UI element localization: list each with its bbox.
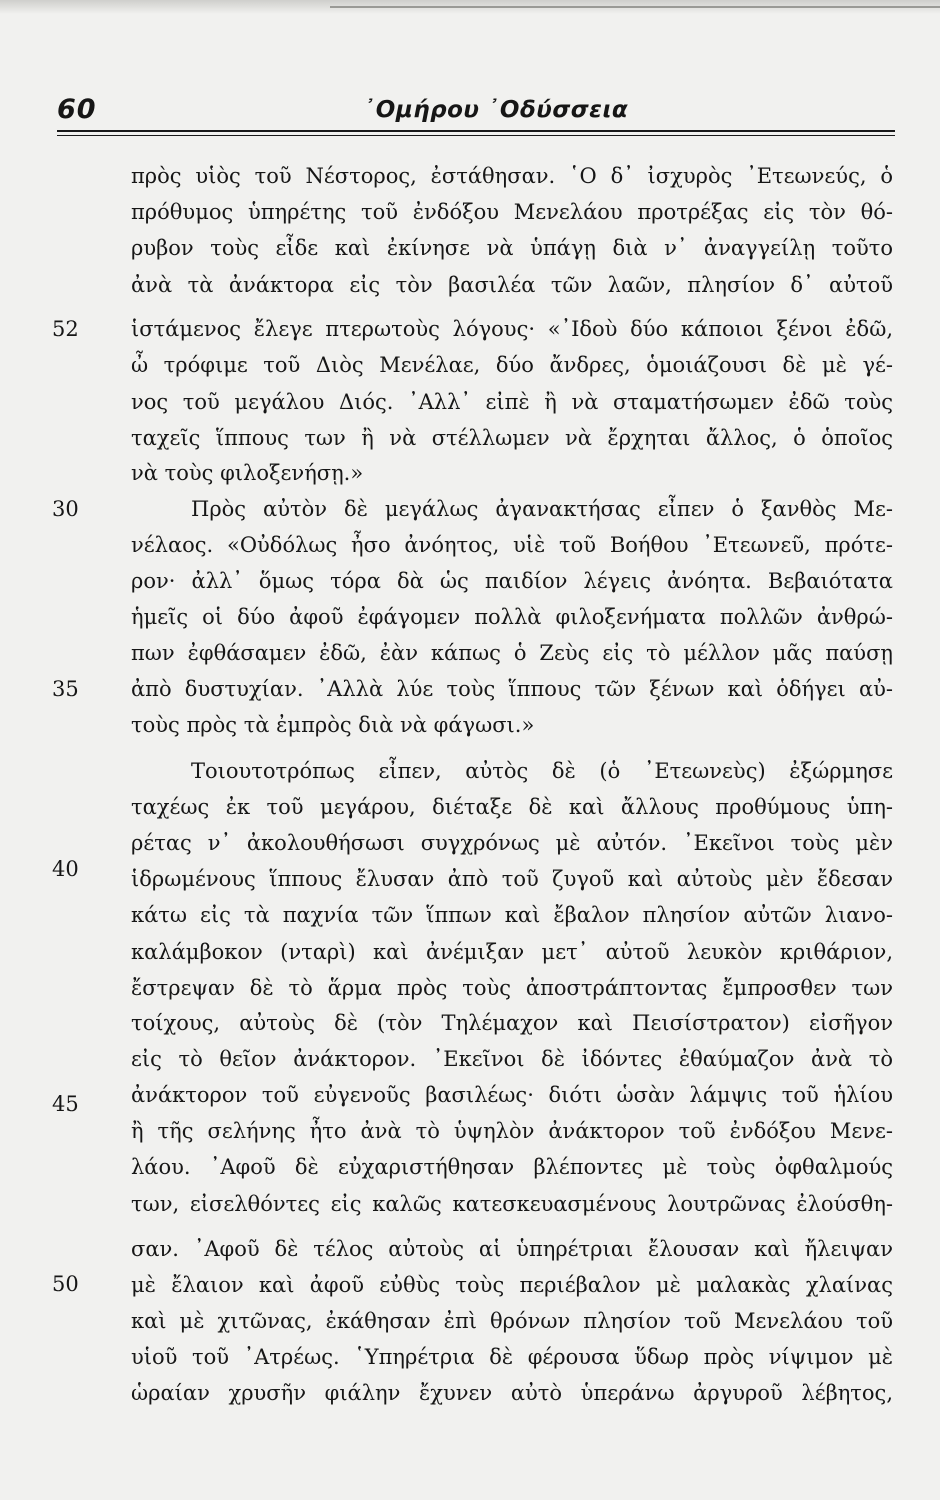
text-line: ἔστρεψαν δὲ τὸ ἅρμα πρὸς τοὺς ἀποστράπτοντας ἔμπροσθεν των [131,976,893,1000]
text-line: καλάμβοκον (νταρὶ) καὶ ἀνέμιξαν μετ᾿ αὐτοῦ λευκὸν κριθάριον, [131,940,893,964]
header-rule [57,130,895,132]
text-line: ὡραίαν χρυσῆν φιάλην ἔχυνεν αὐτὸ ὑπεράνω ἀργυροῦ λέβητος, [131,1381,893,1405]
running-head: ᾿Ομήρου ᾿Οδύσσεια [363,97,629,123]
text-line: ἀπὸ δυστυχίαν. ᾿Αλλὰ λύε τοὺς ἵππους τῶν ξένων καὶ ὁδήγει αὐ- [131,677,893,701]
line-number: 35 [52,677,79,701]
text-line: μὲ ἔλαιον καὶ ἀφοῦ εὐθὺς τοὺς περιέβαλον μὲ μαλακὰς χλαίνας [131,1273,893,1297]
text-line: νος τοῦ μεγάλου Διός. ᾿Αλλ᾿ εἰπὲ ἢ νὰ σταματήσωμεν ἐδῶ τοὺς [131,390,893,414]
text-line: νέλαος. «Οὐδόλως ἦσο ἀνόητος, υἱὲ τοῦ Βοήθου ᾿Ετεωνεῦ, πρότε- [131,533,893,557]
text-line: κάτω εἰς τὰ παχνία τῶν ἵππων καὶ ἔβαλον πλησίον αὐτῶν λιανο- [131,903,893,927]
text-line: ἡμεῖς οἱ δύο ἀφοῦ ἐφάγομεν πολλὰ φιλοξενήματα πολλῶν ἀνθρώ- [131,605,893,629]
text-line: ἱδρωμένους ἵππους ἔλυσαν ἀπὸ τοῦ ζυγοῦ καὶ αὐτοὺς μὲν ἔδεσαν [131,867,893,891]
text-line: ἀνὰ τὰ ἀνάκτορα εἰς τὸν βασιλέα τῶν λαῶν, πλησίον δ᾿ αὐτοῦ [131,273,893,297]
text-line: ταχεῖς ἵππους των ἢ νὰ στέλλωμεν νὰ ἔρχηται ἄλλος, ὁ ὁποῖος [131,426,893,450]
text-line: Τοιουτοτρόπως εἶπεν, αὐτὸς δὲ (ὁ ᾿Ετεωνεὺς) ἐξώρμησε [191,759,893,783]
text-line: πων ἐφθάσαμεν ἐδῶ, ἐὰν κάπως ὁ Ζεὺς εἰς τὸ μέλλον μᾶς παύσῃ [131,641,893,665]
text-line: ταχέως ἐκ τοῦ μεγάρου, διέταξε δὲ καὶ ἄλλους προθύμους ὑπη- [131,795,893,819]
top-edge-rule [330,6,940,8]
text-line: τοίχους, αὐτοὺς δὲ (τὸν Τηλέμαχον καὶ Πεισίστρατον) εἰσῆγον [131,1011,893,1035]
text-line: εἰς τὸ θεῖον ἀνάκτορον. ᾿Εκεῖνοι δὲ ἰδόντες ἐθαύμαζον ἀνὰ τὸ [131,1047,893,1071]
text-line: ρυβον τοὺς εἶδε καὶ ἐκίνησε νὰ ὑπάγῃ διὰ ν᾿ ἀναγγείλῃ τοῦτο [131,236,893,260]
text-line: πρὸς υἱὸς τοῦ Νέστορος, ἐστάθησαν. ῾Ο δ᾿ ἰσχυρὸς ᾿Ετεωνεύς, ὁ [131,164,893,188]
text-line: καὶ μὲ χιτῶνας, ἐκάθησαν ἐπὶ θρόνων πλησίον τοῦ Μενελάου τοῦ [131,1309,893,1333]
text-line: λάου. ᾿Αφοῦ δὲ εὐχαριστήθησαν βλέποντες μὲ τοὺς ὀφθαλμούς [131,1155,893,1179]
line-number: 52 [52,317,79,341]
text-line: σαν. ᾿Αφοῦ δὲ τέλος αὐτοὺς αἱ ὑπηρέτριαι ἔλουσαν καὶ ἤλειψαν [131,1237,893,1261]
line-number: 45 [52,1092,79,1116]
page-header [57,90,895,130]
text-line: ρέτας ν᾿ ἀκολουθήσωσι συγχρόνως μὲ αὐτόν. ᾿Εκεῖνοι τοὺς μὲν [131,831,893,855]
line-number: 30 [52,497,79,521]
text-line: νὰ τοὺς φιλοξενήσῃ.» [131,461,364,485]
text-line: των, εἰσελθόντες εἰς καλῶς κατεσκευασμένους λουτρῶνας ἐλούσθη- [131,1192,893,1216]
text-line: ρον· ἀλλ᾿ ὅμως τόρα δὰ ὡς παιδίον λέγεις ἀνόητα. Βεβαιότατα [131,569,893,593]
text-line: ἢ τῆς σελήνης ἦτο ἀνὰ τὸ ὑψηλὸν ἀνάκτορον τοῦ ἐνδόξου Μενε- [131,1119,893,1143]
page-number: 60 [57,94,97,125]
text-line: ἀνάκτορον τοῦ εὐγενοῦς βασιλέως· διότι ὡσὰν λάμψις τοῦ ἡλίου [131,1083,893,1107]
text-line: ὦ τρόφιμε τοῦ Διὸς Μενέλαε, δύο ἄνδρες, ὁμοιάζουσι δὲ μὲ γέ- [131,353,893,377]
text-line: ἱστάμενος ἔλεγε πτερωτοὺς λόγους· «᾿Ιδοὺ δύο κάποιοι ξένοι ἐδῶ, [131,317,893,341]
text-line: πρόθυμος ὑπηρέτης τοῦ ἐνδόξου Μενελάου προτρέξας εἰς τὸν θό- [131,200,893,224]
line-number: 40 [52,857,79,881]
header-rule-thin [57,135,895,136]
text-line: υἱοῦ τοῦ ᾿Ατρέως. ῾Υπηρέτρια δὲ φέρουσα ὕδωρ πρὸς νίψιμον μὲ [131,1345,893,1369]
line-number: 50 [52,1272,79,1296]
text-line: Πρὸς αὐτὸν δὲ μεγάλως ἀγανακτήσας εἶπεν ὁ ξανθὸς Με- [191,497,893,521]
text-line: τοὺς πρὸς τὰ ἐμπρὸς διὰ νὰ φάγωσι.» [131,713,535,737]
